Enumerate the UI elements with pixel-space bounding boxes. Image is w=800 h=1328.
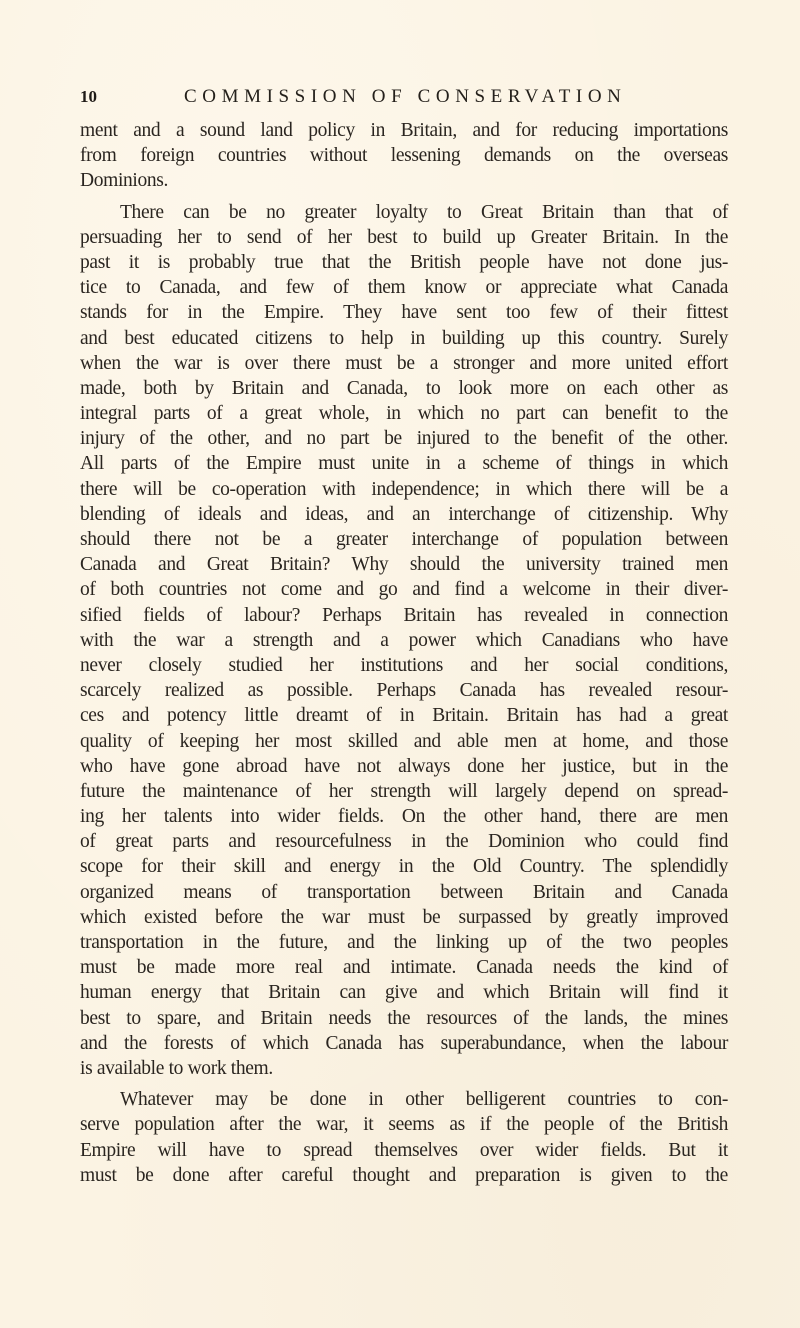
- text-line: past it is probably true that the British people have not done jus-: [80, 251, 728, 273]
- text-line: serve population after the war, it seems as if the people of the British: [80, 1114, 728, 1136]
- text-line: must be made more real and intimate. Canada needs the kind of: [80, 957, 728, 979]
- text-line: must be done after careful thought and preparation is given to the: [80, 1164, 728, 1186]
- text-line: should there not be a greater interchange of population between: [80, 529, 728, 550]
- text-line: from foreign countries without lessening demands on the overseas: [80, 145, 728, 167]
- text-line: best to spare, and Britain needs the resources of the lands, the mines: [80, 1007, 728, 1029]
- text-line: ces and potency little dreamt of in Britain. Britain has had a great: [80, 705, 728, 727]
- text-line: and the forests of which Canada has superabundance, when the labour: [80, 1032, 728, 1054]
- text-line: future the maintenance of her strength will largely depend on spread-: [80, 780, 728, 802]
- text-line: which existed before the war must be surpassed by greatly improved: [80, 906, 728, 928]
- text-line: transportation in the future, and the linking up of the two peoples: [80, 932, 728, 953]
- text-line: ing her talents into wider fields. On the other hand, there are men: [80, 806, 728, 828]
- text-line: made, both by Britain and Canada, to look more on each other as: [80, 377, 728, 399]
- text-line: integral parts of a great whole, in which no part can benefit to the: [80, 403, 728, 425]
- body-text: [80, 118, 728, 1188]
- running-title: COMMISSION OF CONSERVATION: [184, 86, 627, 107]
- text-line: injury of the other, and no part be injured to the benefit of the other.: [80, 428, 728, 450]
- text-line: with the war a strength and a power which Canadians who have: [80, 629, 728, 651]
- text-line: scope for their skill and energy in the Old Country. The splendidly: [80, 856, 728, 878]
- text-line: There can be no greater loyalty to Great Britain than that of: [120, 201, 728, 223]
- paragraph: [80, 1087, 728, 1188]
- text-line: scarcely realized as possible. Perhaps Canada has revealed resour-: [80, 680, 728, 702]
- text-line: organized means of transportation between Britain and Canada: [80, 881, 728, 903]
- text-line: quality of keeping her most skilled and able men at home, and those: [80, 730, 728, 752]
- text-line: who have gone abroad have not always done her justice, but in the: [80, 755, 728, 777]
- paragraph: [80, 200, 728, 1082]
- text-line: never closely studied her institutions and her social conditions,: [80, 654, 728, 676]
- text-line: stands for in the Empire. They have sent too few of their fittest: [80, 302, 728, 324]
- text-line: Whatever may be done in other belligerent countries to con-: [120, 1089, 728, 1111]
- text-line: ment and a sound land policy in Britain, and for reducing importations: [80, 120, 728, 141]
- text-line: is available to work them.: [80, 1057, 273, 1079]
- text-line: and best educated citizens to help in building up this country. Surely: [80, 327, 728, 349]
- text-line: of great parts and resourcefulness in the Dominion who could find: [80, 831, 728, 853]
- text-line: Dominions.: [80, 170, 169, 192]
- text-line: human energy that Britain can give and which Britain will find it: [80, 982, 728, 1004]
- text-line: when the war is over there must be a stronger and more united effort: [80, 352, 728, 374]
- running-head: [80, 86, 728, 110]
- paragraph: [80, 118, 728, 194]
- text-line: All parts of the Empire must unite in a scheme of things in which: [80, 453, 728, 475]
- text-line: Empire will have to spread themselves over wider fields. But it: [80, 1139, 728, 1161]
- text-line: of both countries not come and go and find a welcome in their diver-: [80, 579, 728, 601]
- text-line: Canada and Great Britain? Why should the university trained men: [80, 554, 728, 576]
- text-line: tice to Canada, and few of them know or appreciate what Canada: [80, 277, 728, 299]
- text-line: there will be co-operation with independence; in which there will be a: [80, 478, 728, 500]
- page-number: 10: [80, 87, 97, 106]
- text-line: sified fields of labour? Perhaps Britain has revealed in connection: [80, 604, 728, 626]
- text-line: blending of ideals and ideas, and an interchange of citizenship. Why: [80, 503, 728, 525]
- text-line: persuading her to send of her best to build up Greater Britain. In the: [80, 226, 728, 248]
